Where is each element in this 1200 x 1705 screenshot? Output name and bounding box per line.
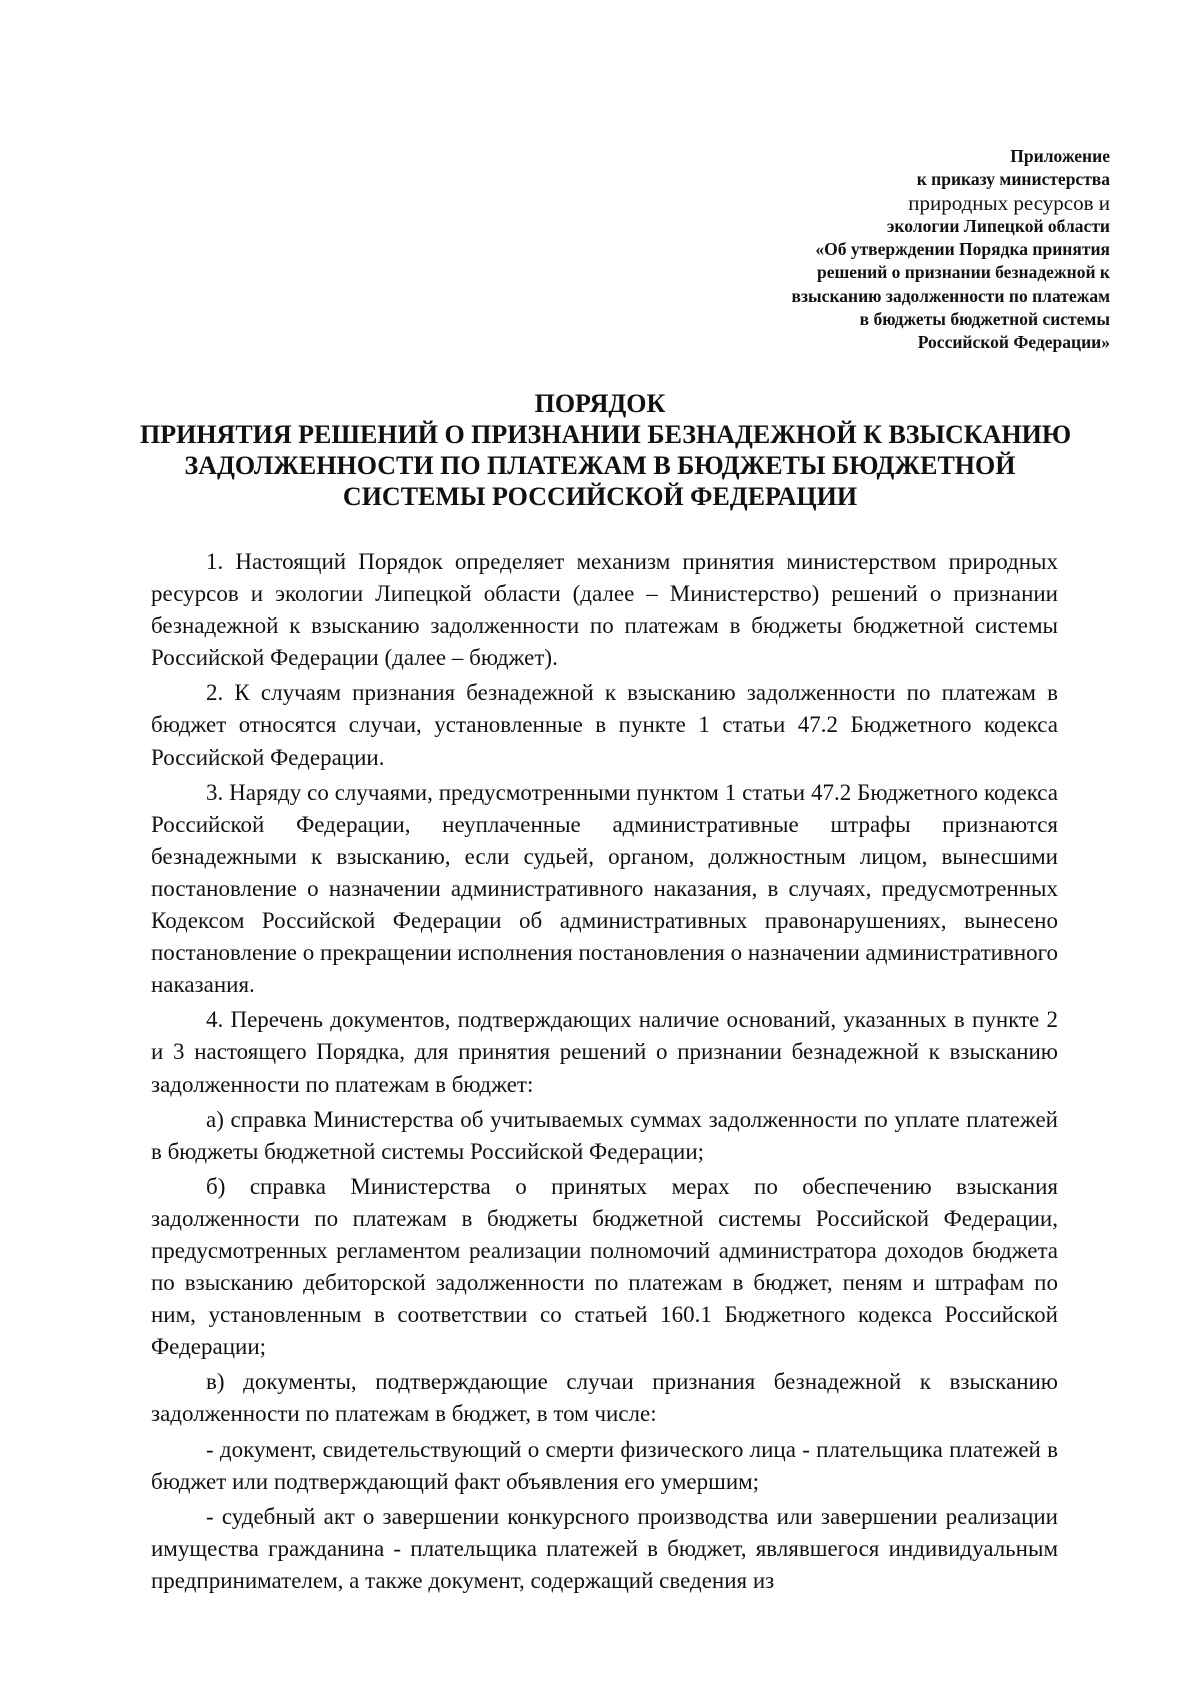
list-item-death-document: - документ, свидетельствующий о смерти физического лица - плательщика платежей в бюджет или подтверждающий факт объявления его умершим; xyxy=(151,1436,1058,1494)
appendix-line: экологии Липецкой области xyxy=(886,215,1110,236)
title-line: СИСТЕМЫ РОССИЙСКОЙ ФЕДЕРАЦИИ xyxy=(342,482,858,511)
list-item-court-act: - судебный акт о завершении конкурсного производства или завершении реализации имущества гражданина - плательщика платежей в бюджет, являвшегося индивидуальным предпринимателем, а также документ, содержащий сведения из xyxy=(151,1503,1058,1593)
appendix-line: «Об утверждении Порядка принятия xyxy=(815,239,1110,260)
paragraph-4: 4. Перечень документов, подтверждающих наличие оснований, указанных в пункте 2 и 3 настоящего Порядка, для принятия решений о признании безнадежной к взысканию задолженности по платежам в бюджет: xyxy=(151,1007,1058,1097)
appendix-line: взысканию задолженности по платежам xyxy=(791,285,1110,306)
title-line: ПОРЯДОК xyxy=(534,389,666,418)
document-body xyxy=(151,546,1058,1600)
paragraph-2: 2. К случаям признания безнадежной к взысканию задолженности по платежам в бюджет относятся случаи, установленные в пункте 1 статьи 47.2 Бюджетного кодекса Российской Федерации. xyxy=(151,680,1058,770)
appendix-line: решений о признании безнадежной к xyxy=(816,262,1110,283)
document-title xyxy=(140,388,1072,512)
paragraph-4b: б) справка Министерства о принятых мерах по обеспечению взыскания задолженности по платежам в бюджеты бюджетной системы Российской Федерации, предусмотренных регламентом реализации полномочий администратора доходов бюджета по взысканию дебиторской задолженности по платежам в бюджет, пеням и штрафам по ним, установленным в соответствии со статьей 160.1 Бюджетного кодекса Российской Федерации; xyxy=(151,1173,1058,1360)
appendix-line: к приказу министерства xyxy=(916,169,1110,190)
appendix-line: в бюджеты бюджетной системы xyxy=(859,309,1110,330)
paragraph-4a: а) справка Министерства об учитываемых суммах задолженности по уплате платежей в бюджеты бюджетной системы Российской Федерации; xyxy=(151,1106,1058,1164)
title-line: ПРИНЯТИЯ РЕШЕНИЙ О ПРИЗНАНИИ БЕЗНАДЕЖНОЙ К ВЗЫСКАНИЮ xyxy=(140,420,1072,449)
paragraph-1: 1. Настоящий Порядок определяет механизм принятия министерством природных ресурсов и экологии Липецкой области (далее – Министерство) решений о признании безнадежной к взысканию задолженности по платежам в бюджеты бюджетной системы Российской Федерации (далее – бюджет). xyxy=(151,549,1058,671)
paragraph-4v: в) документы, подтверждающие случаи признания безнадежной к взысканию задолженности по платежам в бюджет, в том числе: xyxy=(151,1369,1058,1427)
appendix-line: Приложение xyxy=(1010,146,1110,166)
paragraph-3: 3. Наряду со случаями, предусмотренными пунктом 1 статьи 47.2 Бюджетного кодекса Российской Федерации, неуплаченные административные штрафы признаются безнадежными к взысканию, если судьей, органом, должностным лицом, вынесшими постановление о назначении административного наказания, в случаях, предусмотренных Кодексом Российской Федерации об административных правонарушениях, вынесено постановление о прекращении исполнения постановления о назначении административного наказания. xyxy=(151,779,1058,998)
title-line: ЗАДОЛЖЕННОСТИ ПО ПЛАТЕЖАМ В БЮДЖЕТЫ БЮДЖЕТНОЙ xyxy=(184,451,1016,480)
appendix-line: природных ресурсов и xyxy=(908,190,1110,215)
appendix-line: Российской Федерации» xyxy=(917,332,1110,353)
appendix-block xyxy=(590,145,1110,355)
